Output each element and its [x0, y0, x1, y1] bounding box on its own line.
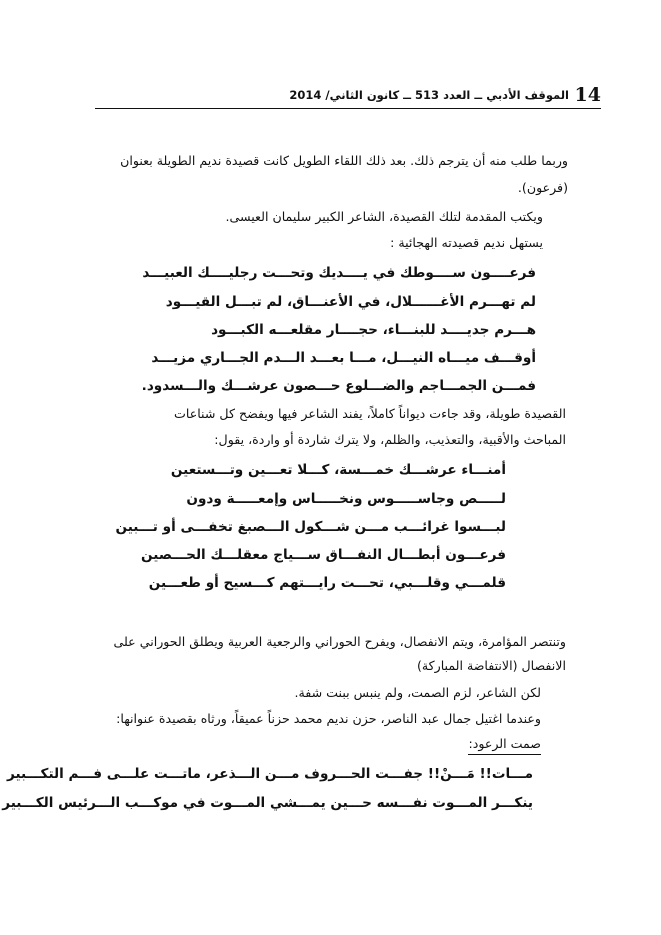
paragraph-line: الانفصال (الانتفاضة المباركة) — [416, 658, 566, 673]
verse-line: لبـــسوا غرائـــب مـــن شـــكول الـــصبغ تخفـــى أو تـــبين — [115, 519, 506, 535]
verse-line: هـــرم جديــــد للبنـــاء، حجــــار مقلعـــه الكبـــود — [211, 322, 536, 338]
header-rule — [95, 108, 601, 109]
verse-line: لم تهـــرم الأغــــــلال، في الأعنـــاق، لم تبـــل القيـــود — [165, 294, 536, 310]
running-head: الموقف الأدبي ــ العدد 513 ــ كانون الثاني/ 2014 — [289, 88, 569, 102]
verse-line: لـــــص وجاســـــوس ونخـــــاس وإمعـــــة ودون — [186, 491, 506, 507]
verse-line: ينكـــر المـــوت نفـــسه حـــين يمـــشي المـــوت في موكـــب الـــرئيس الكـــبير — [2, 795, 533, 811]
page-number: 14 — [574, 84, 601, 106]
page-header — [95, 82, 601, 108]
verse-line: قلمـــي وقلـــبي، تحـــت رايـــتهم كـــسيح أو طعـــين — [148, 575, 506, 591]
verse-line: أوقـــف ميـــاه النيـــل، مـــا بعـــد الـــدم الجـــاري مزيـــد — [151, 350, 536, 366]
paragraph-line: لكن الشاعر، لزم الصمت، ولم ينبس ببنت شفة. — [294, 685, 541, 700]
poem-title: صمت الرعود: — [468, 734, 541, 755]
paragraph-line: وتنتصر المؤامرة، ويتم الانفصال، ويفرح الحوراني والرجعية العربية ويطلق الحوراني على — [113, 634, 566, 649]
paragraph-line: (فرعون). — [517, 180, 568, 195]
verse-line: فمـــن الجمـــاجم والضـــلوع حـــصون عرشـــك والـــسدود. — [141, 378, 536, 394]
verse-line: أمنـــاء عرشـــك خمـــسة، كـــلا تعـــين وتـــستعين — [170, 462, 506, 478]
verse-line: فرعـــون أبطـــال النفـــاق ســـياج معقلـــك الحـــصين — [141, 547, 506, 563]
paragraph-line: القصيدة طويلة، وقد جاءت ديواناً كاملاً، يفند الشاعر فيها ويفضح كل شناعات — [174, 406, 566, 421]
paragraph-line: ويكتب المقدمة لتلك القصيدة، الشاعر الكبير سليمان العيسى. — [225, 209, 543, 224]
paragraph-line: يستهل نديم قصيدته الهجائية : — [390, 235, 543, 250]
paragraph-line: وربما طلب منه أن يترجم ذلك. بعد ذلك اللقاء الطويل كانت قصيدة نديم الطويلة بعنوان — [120, 153, 568, 168]
verse-line: مـــات!! مَـــنْ!! جفـــت الحـــروف مـــن الـــذعر، ماتـــت علـــى فـــم التكـــبير — [7, 766, 533, 782]
paragraph-line: وعندما اغتيل جمال عبد الناصر، حزن نديم محمد حزناً عميقاً، ورثاه بقصيدة عنوانها: — [116, 711, 541, 726]
verse-line: فرعــــون ســــوطك في يــــديك وتحـــت رجليــــك العبيـــد — [142, 265, 536, 281]
paragraph-line: المباحث والأقبية، والتعذيب، والظلم، ولا يترك شاردة أو واردة، يقول: — [214, 432, 566, 447]
